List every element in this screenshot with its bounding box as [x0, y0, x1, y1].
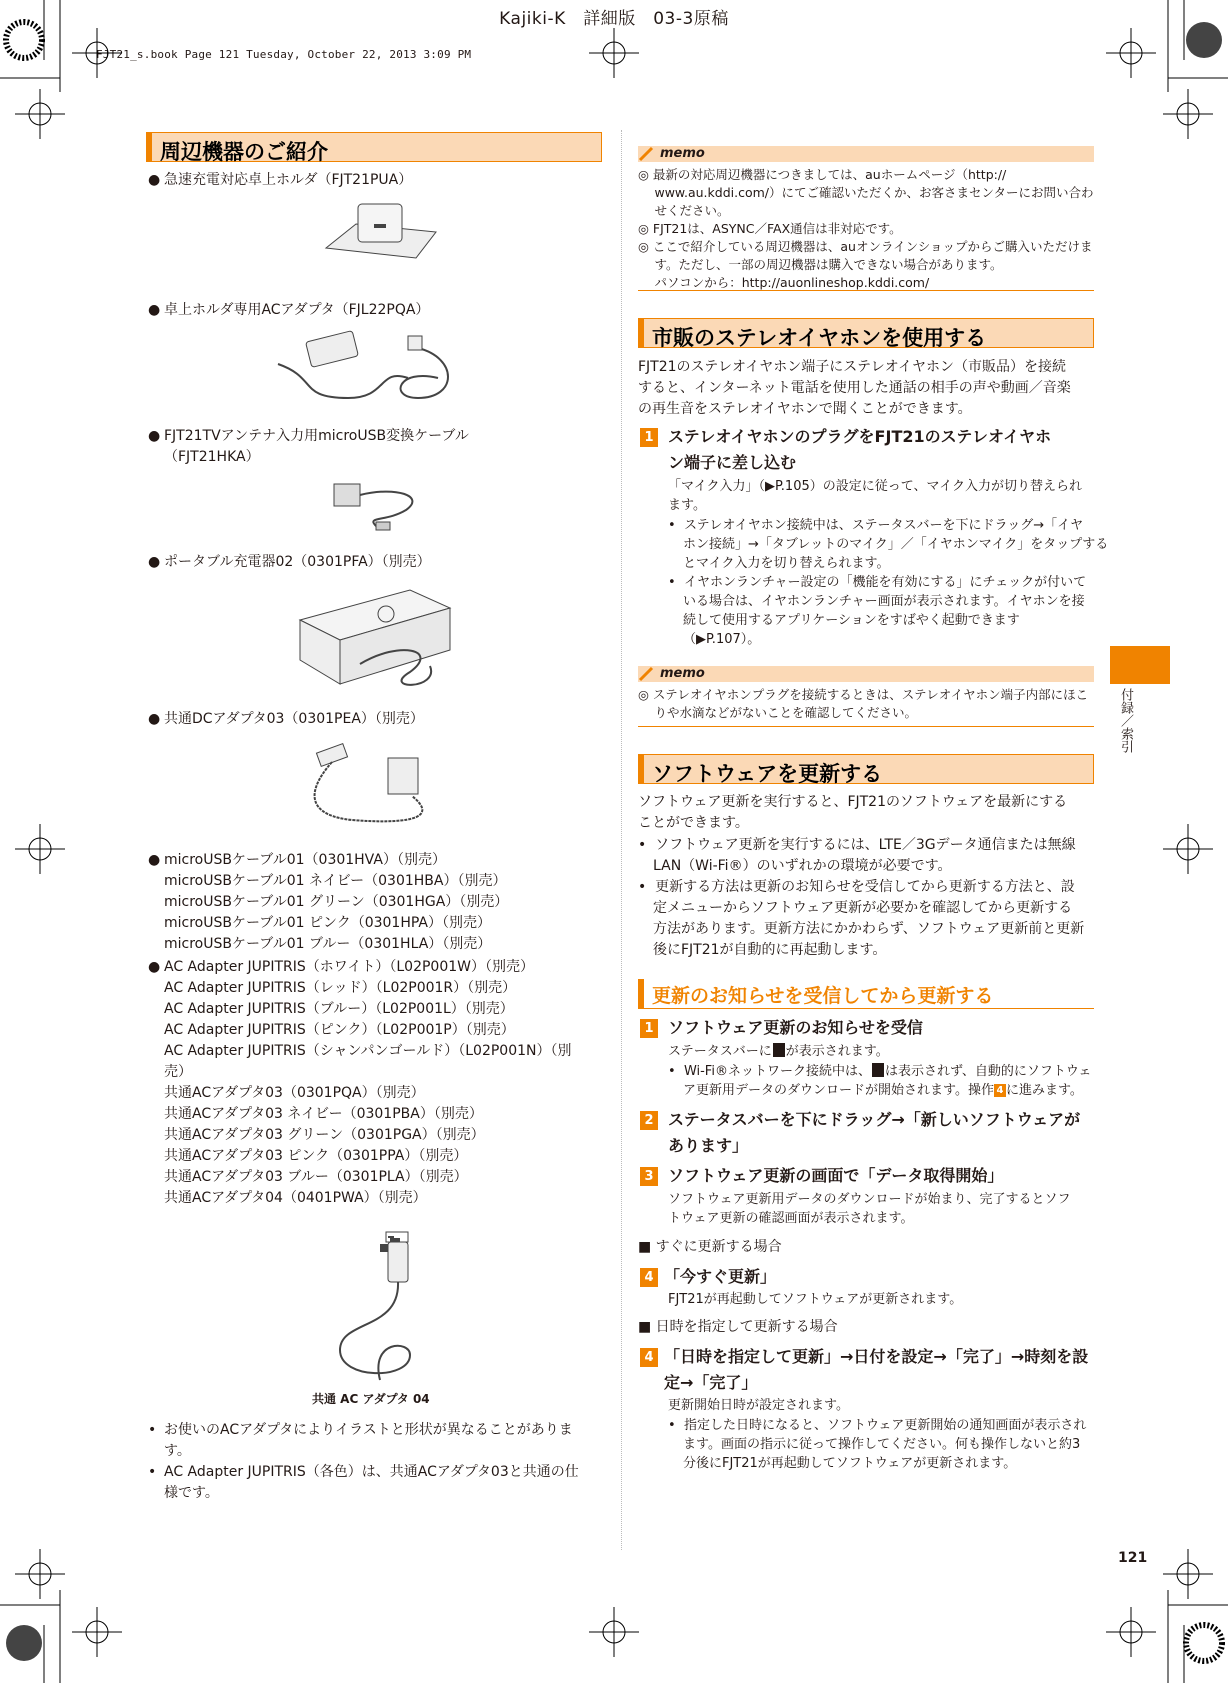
figure-caption: 共通 AC アダプタ 04	[312, 1392, 430, 1406]
step-body: ステータスバーに が表示されます。	[668, 1044, 889, 1059]
step-body: 「マイク入力」（▶P.105）の設定に従って、マイク入力が切り替えられ ます。	[668, 479, 1082, 513]
usb-line: microUSBケーブル01 ピンク（0301HPA）（別売）	[164, 915, 491, 931]
ac-line: AC Adapter JUPITRIS（シャンパンゴールド）（L02P001N）（別	[164, 1043, 572, 1059]
document-header: Kajiki-K 詳細版 03-3原稿	[499, 9, 729, 29]
column-divider	[621, 130, 622, 1550]
memo-body: ◎ 最新の対応周辺機器につきましては、auホームページ（http:// www.au.kddi.com/）にてご確認いただくか、お客さまセンターにお問い合わ せください。 ◎ FJT21は、ASYNC／FAX通信は非対応です。 ◎ ここで紹介している周辺機器は、auオンラインショップからご購入いただけま す。ただし、一部の周辺機器は購入できない場合があります。 パソコンから：http://auonlineshop.kddi.com/	[638, 167, 1094, 290]
step-title: ステレオイヤホンのプラグをFJT21のステレオイヤホ ン端子に差し込む	[668, 427, 1052, 472]
step-number: 1	[640, 1019, 658, 1038]
list-item: ● FJT21TVアンテナ入力用microUSB変換ケーブル	[148, 428, 469, 444]
list-item: ● 共通DCアダプタ03（0301PEA）（別売）	[148, 711, 424, 727]
ac-line: 共通ACアダプタ04（0401PWA）（別売）	[164, 1190, 427, 1206]
portable-charger-image	[290, 580, 460, 690]
section-bullets: • ソフトウェア更新を実行するには、LTE／3Gデータ通信または無線 LAN（Wi-Fi®）のいずれかの環境が必要です。 • 更新する方法は更新のお知らせを受信してから更新する方法と、設 定メニューからソフトウェア更新が必要かを確認してから更新する 方法があります。更新方法にかかわらず、ソフトウェア更新前と更新 後にFJT21が自動的に再起動します。	[638, 837, 1085, 958]
update-notice-icon	[872, 1063, 884, 1077]
step-ref-badge: 4	[994, 1084, 1006, 1097]
step-bullet: • 指定した日時になると、ソフトウェア更新開始の通知画面が表示され ます。画面の指示に従って操作してください。何も操作しないと約3 分後にFJT21が再起動してソフトウェアが更新されます。	[668, 1418, 1087, 1471]
list-item: ● 急速充電対応卓上ホルダ（FJT21PUA）	[148, 172, 413, 188]
step-number: 4	[640, 1348, 658, 1367]
note-item: • お使いのACアダプタによりイラストと形状が異なることがありま	[148, 1422, 573, 1438]
step-title: ソフトウェア更新の画面で「データ取得開始」	[668, 1166, 1004, 1185]
step-bullet: • Wi-Fi®ネットワーク接続中は、 は表示されず、自動的にソフトウェ ア更新用データのダウンロードが開始されます。操作 4 に進みます。	[668, 1064, 1092, 1098]
list-item: ● ポータブル充電器02（0301PFA）（別売）	[148, 554, 431, 570]
section-intro: ソフトウェア更新を実行すると、FJT21のソフトウェアを最新にする ことができます。	[638, 794, 1068, 831]
memo-divider	[638, 726, 1094, 727]
step-title: 「日時を指定して更新」→日付を設定→「完了」→時刻を設 定→「完了」	[664, 1347, 1089, 1392]
ac-adapter-image	[258, 328, 478, 408]
step-title: ステータスバーを下にドラッグ→「新しいソフトウェアが あります」	[668, 1110, 1081, 1155]
note-item: • AC Adapter JUPITRIS（各色）は、共通ACアダプタ03と共通の仕	[148, 1464, 579, 1480]
ac-line: AC Adapter JUPITRIS（ピンク）（L02P001P）（別売）	[164, 1022, 515, 1038]
case-heading: ■ 日時を指定して更新する場合	[638, 1319, 838, 1335]
book-info-line: FJT21_s.book Page 121 Tuesday, October 22, 2013 3:09 PM	[96, 48, 472, 61]
section-title-peripherals: 周辺機器のご紹介	[146, 132, 602, 162]
update-notice-icon	[773, 1043, 785, 1057]
ac-line: 共通ACアダプタ03 グリーン（0301PGA）（別売）	[164, 1127, 485, 1143]
step-body: ソフトウェア更新用データのダウンロードが始まり、完了するとソフ トウェア更新の確認画面が表示されます。	[668, 1192, 1071, 1226]
ac-line: 共通ACアダプタ03（0301PQA）（別売）	[164, 1085, 425, 1101]
ac-line: AC Adapter JUPITRIS（レッド）（L02P001R）（別売）	[164, 980, 517, 996]
ac-line: 共通ACアダプタ03 ネイビー（0301PBA）（別売）	[164, 1106, 483, 1122]
list-item: ● 卓上ホルダ専用ACアダプタ（FJL22PQA）	[148, 302, 430, 318]
memo-body: ◎ ステレオイヤホンプラグを接続するときは、ステレオイヤホン端子内部にほこ りや水滴などがないことを確認してください。	[638, 687, 1089, 720]
list-item: ● AC Adapter JUPITRIS（ホワイト）（L02P001W）（別売）	[148, 959, 534, 975]
desktop-holder-image	[316, 196, 441, 266]
ac-line: AC Adapter JUPITRIS（ブルー）（L02P001L）（別売）	[164, 1001, 514, 1017]
memo-label: memo	[660, 666, 705, 681]
list-item-cont: （FJT21HKA）	[164, 449, 260, 465]
ac-line: 共通ACアダプタ03 ブルー（0301PLA）（別売）	[164, 1169, 468, 1185]
index-tab	[1110, 646, 1170, 684]
step-title: ソフトウェア更新のお知らせを受信	[668, 1018, 923, 1037]
step-body: 更新開始日時が設定されます。	[668, 1398, 849, 1413]
ac-adapter-04-image	[320, 1230, 430, 1390]
step-number: 2	[640, 1111, 658, 1130]
usb-line: microUSBケーブル01 ネイビー（0301HBA）（別売）	[164, 873, 507, 889]
dc-adapter-image	[292, 736, 467, 832]
step-title: 「今すぐ更新」	[664, 1267, 777, 1286]
step-number: 4	[640, 1268, 658, 1287]
page-number: 121	[1118, 1550, 1148, 1566]
tv-cable-image	[326, 476, 436, 534]
step-bullet: • ステレオイヤホン接続中は、ステータスバーを下にドラッグ→「イヤ ホン接続」→「タブレットのマイク」／「イヤホンマイク」をタップする とマイク入力を切り替えられます。 • イヤホンランチャー設定の「機能を有効にする」にチェックが付いて いる場合は、イヤホンランチャー画面が表示されます。イヤホンを接 続して使用するアプリケーションをすばやく起動できます （▶P.107）。	[668, 518, 1109, 647]
memo-header	[638, 146, 1094, 162]
section-intro: FJT21のステレオイヤホン端子にステレオイヤホン（市販品）を接続 すると、インターネット電話を使用した通話の相手の声や動画／音楽 の再生音をステレオイヤホンで聞くことができます。	[638, 359, 1071, 417]
step-body: FJT21が再起動してソフトウェアが更新されます。	[668, 1292, 963, 1307]
ac-line: 共通ACアダプタ03 ピンク（0301PPA）（別売）	[164, 1148, 468, 1164]
section-title-software-update: ソフトウェアを更新する	[638, 754, 1094, 784]
section-title-stereo-earphone: 市販のステレオイヤホンを使用する	[638, 318, 1094, 348]
usb-line: microUSBケーブル01 ブルー（0301HLA）（別売）	[164, 936, 492, 952]
note-item-cont: 様です。	[164, 1485, 219, 1501]
note-item-cont: す。	[164, 1443, 191, 1459]
memo-header	[638, 666, 1094, 682]
usb-line: microUSBケーブル01 グリーン（0301HGA）（別売）	[164, 894, 509, 910]
memo-divider	[638, 290, 1094, 291]
list-item: ● microUSBケーブル01（0301HVA）（別売）	[148, 852, 446, 868]
memo-label: memo	[660, 146, 705, 161]
subsection-title: 更新のお知らせを受信してから更新する	[638, 979, 1094, 1009]
index-tab-label: 付録／索引	[1118, 688, 1133, 753]
step-number: 1	[640, 428, 658, 447]
ac-line: 売）	[164, 1064, 192, 1080]
step-number: 3	[640, 1167, 658, 1186]
case-heading: ■ すぐに更新する場合	[638, 1239, 782, 1255]
